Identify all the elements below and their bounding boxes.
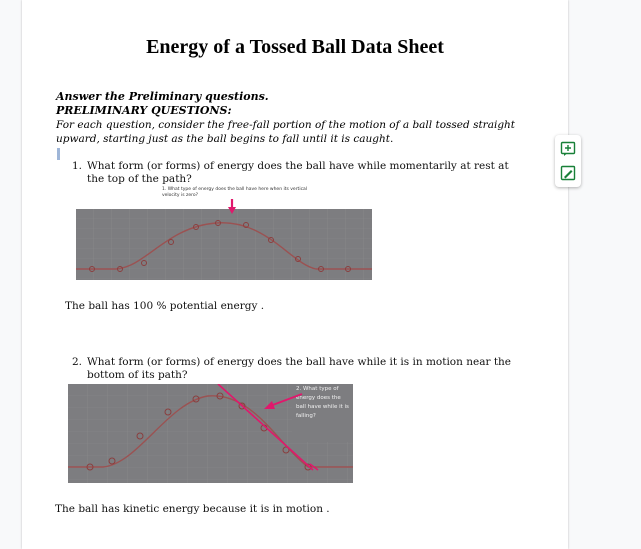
answer-1: The ball has 100 % potential energy . (65, 300, 265, 312)
question-2 (72, 356, 542, 384)
graph-1 (76, 209, 372, 280)
suggest-edit-button[interactable] (560, 165, 576, 181)
document-title: Energy of a Tossed Ball Data Sheet (146, 36, 444, 58)
side-action-toolbar (555, 135, 581, 187)
graph-2-caption: 2. What type of energy does the ball have while it is falling? (296, 386, 349, 419)
graph-1-arrow (226, 199, 238, 215)
answer-2: The ball has kinetic energy because it is in motion . (55, 503, 330, 515)
add-comment-icon (560, 141, 576, 157)
graph-1-caption: 1. What type of energy does the ball have here when its vertical velocity is zero? (162, 187, 308, 198)
document-page (22, 0, 568, 549)
intro-text: For each question, consider the free-fall portion of the motion of a ball tossed straight upward, starting just as the ball begins to fall until it is caught. (56, 119, 516, 145)
suggest-edit-icon (560, 165, 576, 181)
question-number: 2. (72, 356, 83, 368)
section-heading: PRELIMINARY QUESTIONS: (56, 104, 232, 117)
question-text: What form (or forms) of energy does the ball have while it is in motion near the bottom of its path? (87, 356, 512, 381)
question-text: What form (or forms) of energy does the ball have while momentarily at rest at the top of the path? (87, 160, 509, 185)
add-comment-button[interactable] (560, 141, 576, 157)
graph-2-arrow (262, 392, 304, 412)
question-number: 1. (72, 160, 83, 172)
instruction-text: Answer the Preliminary questions. (56, 90, 269, 103)
question-1 (72, 160, 542, 188)
text-cursor (57, 148, 60, 160)
